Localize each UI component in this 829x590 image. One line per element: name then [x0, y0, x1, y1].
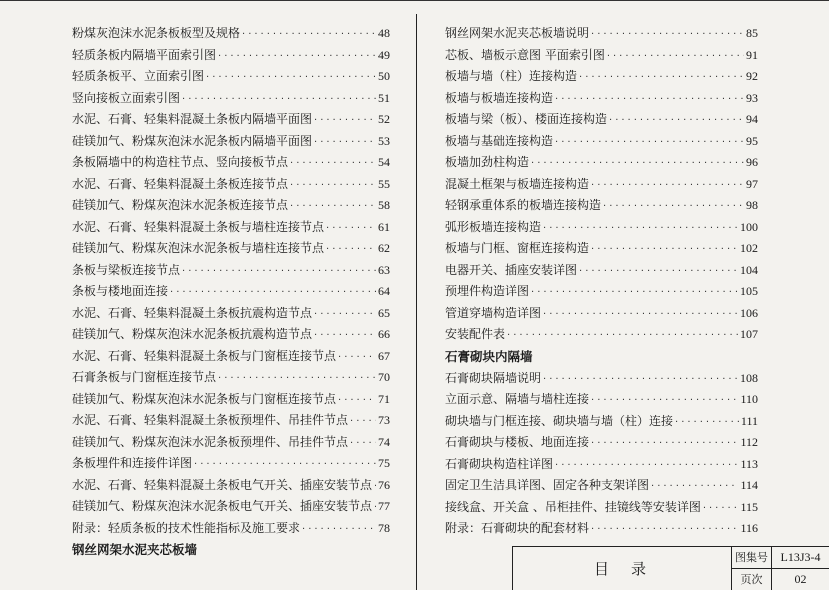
dot-leader [182, 261, 376, 283]
toc-entry-title: 混凝土框架与板墙连接构造 [445, 176, 590, 191]
dot-leader [507, 325, 738, 347]
toc-entry [445, 217, 758, 239]
toc-entry [445, 109, 758, 131]
toc-entry [445, 88, 758, 110]
toc-entry-title: 附录：石膏砌块的配套材料 [445, 521, 590, 535]
toc-entry-page: 75 [378, 456, 390, 470]
dot-leader [218, 368, 376, 390]
toc-entry-page: 49 [378, 47, 390, 62]
dot-leader [338, 390, 376, 412]
toc-entry-title: 硅镁加气、粉煤灰泡沫水泥条板电气开关、插座安装节点 [72, 499, 373, 513]
toc-entry [72, 346, 390, 368]
toc-entry [445, 324, 758, 346]
toc-entry [445, 454, 758, 476]
toc-entry-page: 71 [378, 391, 390, 406]
toc-entry-page: 111 [740, 413, 758, 428]
toc-entry-title: 水泥、石膏、轻集料混凝土条板内隔墙平面图 [72, 112, 313, 126]
toc-entry-page: 48 [378, 26, 390, 40]
toc-entry-title: 条板与梁板连接节点 [72, 262, 181, 277]
toc-entry [445, 260, 758, 282]
dot-leader [607, 46, 744, 68]
toc-entry-page: 54 [378, 155, 390, 169]
dot-leader [350, 411, 376, 433]
toc-entry-page: 114 [740, 478, 758, 492]
title-block [512, 546, 829, 590]
toc-entry [445, 475, 758, 497]
toc-entry-title: 预埋件构造详图 [445, 284, 530, 298]
toc-entry [445, 45, 758, 67]
toc-entry-title: 砌块墙与门框连接、砌块墙与墙（柱）连接 [445, 413, 674, 428]
toc-entry-page: 85 [746, 26, 758, 40]
toc-entry-page: 76 [378, 477, 390, 492]
toc-entry [72, 303, 390, 325]
toc-entry-list [445, 23, 758, 346]
dot-leader [170, 282, 376, 304]
toc-entry [72, 453, 390, 475]
dot-leader [206, 67, 376, 89]
dot-leader [182, 89, 376, 111]
toc-entry-title: 固定卫生洁具详图、固定各种支架详图 [445, 478, 650, 492]
toc-entry-page: 102 [740, 241, 758, 255]
dot-leader [314, 110, 376, 132]
toc-entry-title: 轻质条板内隔墙平面索引图 [72, 47, 217, 62]
toc-entry [72, 109, 390, 131]
dot-leader [579, 261, 738, 283]
toc-entry-title: 水泥、石膏、轻集料混凝土条板电气开关、插座安装节点 [72, 477, 373, 492]
toc-entry [445, 303, 758, 325]
toc-entry [72, 367, 390, 389]
toc-entry-page: 52 [378, 112, 390, 126]
toc-entry [445, 389, 758, 411]
toc-entry-title: 芯板、墙板示意图 平面索引图 [445, 47, 605, 62]
dot-leader [290, 153, 376, 175]
toc-entry-title: 水泥、石膏、轻集料混凝土条板与门窗框连接节点 [72, 348, 337, 363]
toc-entry [445, 238, 758, 260]
section-heading: 石膏砌块内隔墙 [445, 348, 533, 364]
toc-entry [445, 518, 758, 540]
toc-entry-page: 70 [378, 370, 390, 384]
toc-entry-title: 安装配件表 [445, 327, 506, 341]
toc-entry-page: 93 [746, 90, 758, 105]
dot-leader [290, 196, 376, 218]
toc-entry-title: 水泥、石膏、轻集料混凝土条板预埋件、吊挂件节点 [72, 413, 349, 427]
toc-entry-page: 92 [746, 69, 758, 83]
dot-leader [555, 132, 744, 154]
toc-entry-page: 108 [740, 370, 758, 385]
toc-entry-title: 立面示意、隔墙与墙柱连接 [445, 392, 590, 406]
dot-leader [326, 239, 376, 261]
toc-entry [72, 281, 390, 303]
toc-entry-page: 67 [378, 348, 390, 363]
toc-entry-title: 板墙与基础连接构造 [445, 133, 554, 148]
toc-entry [445, 411, 758, 433]
toc-entry [72, 496, 390, 518]
dot-leader [350, 433, 376, 455]
page-number-value: 02 [794, 571, 807, 586]
dot-leader [651, 476, 738, 498]
toc-entry-page: 65 [378, 305, 390, 320]
dot-leader [374, 476, 376, 498]
title-block-grid [732, 547, 829, 590]
toc-entry [72, 432, 390, 454]
dot-leader [290, 175, 376, 197]
toc-entry [445, 432, 758, 454]
toc-entry-title: 电器开关、插座安装详图 [445, 262, 578, 277]
dot-leader [194, 454, 376, 476]
toc-entry-title: 轻钢承重体系的板墙连接构造 [445, 198, 602, 212]
toc-entry-title: 硅镁加气、粉煤灰泡沫水泥条板预埋件、吊挂件节点 [72, 434, 349, 449]
toc-entry-title: 竖向接板立面索引图 [72, 90, 181, 105]
dot-leader [543, 369, 738, 391]
toc-entry-title: 弧形板墙连接构造 [445, 219, 542, 234]
toc-entry-title: 轻质条板平、立面索引图 [72, 69, 205, 83]
toc-entry-title: 硅镁加气、粉煤灰泡沫水泥条板抗震构造节点 [72, 327, 313, 341]
toc-entry-title: 条板与楼地面连接 [72, 284, 169, 298]
toc-entry [72, 324, 390, 346]
dot-leader [591, 390, 738, 412]
toc-entry-title: 板墙加劲柱构造 [445, 155, 530, 169]
toc-entry-page: 110 [740, 392, 758, 406]
toc-entry [72, 45, 390, 67]
dot-leader [703, 498, 739, 520]
toc-entry-title: 水泥、石膏、轻集料混凝土条板连接节点 [72, 176, 289, 191]
toc-entry-page: 50 [378, 69, 390, 83]
dot-leader [591, 519, 738, 541]
toc-entry [72, 88, 390, 110]
dot-leader [314, 325, 376, 347]
toc-entry-title: 硅镁加气、粉煤灰泡沫水泥条板内隔墙平面图 [72, 133, 313, 148]
toc-entry-page: 100 [740, 219, 758, 234]
toc-entry-title: 接线盒、开关盒 、吊柜挂件、挂镜线等安装详图 [445, 499, 701, 514]
dot-leader [338, 347, 376, 369]
toc-entry [72, 174, 390, 196]
toc-entry [445, 195, 758, 217]
dot-leader [314, 304, 376, 326]
toc-entry [72, 260, 390, 282]
toc-entry-title: 管道穿墙构造详图 [445, 305, 542, 320]
toc-entry [445, 131, 758, 153]
toc-entry-page: 55 [378, 176, 390, 191]
toc-entry-title: 水泥、石膏、轻集料混凝土条板与墙柱连接节点 [72, 219, 325, 234]
toc-entry-title: 石膏砌块构造柱详图 [445, 456, 554, 471]
toc-entry [445, 174, 758, 196]
toc-right-column [445, 23, 758, 540]
dot-leader [591, 24, 744, 46]
toc-entry-page: 106 [740, 305, 758, 320]
dot-leader [302, 519, 376, 541]
toc-entry-page: 94 [746, 112, 758, 126]
toc-entry-page: 63 [378, 262, 390, 277]
toc-entry-page: 64 [378, 284, 390, 298]
dot-leader [543, 304, 738, 326]
dot-leader [609, 110, 744, 132]
toc-entry-page: 95 [746, 133, 758, 148]
toc-entry [72, 66, 390, 88]
dot-leader [591, 433, 738, 455]
toc-entry-page: 61 [378, 219, 390, 234]
section-heading: 钢丝网架水泥夹芯板墙 [72, 542, 198, 557]
toc-entry [445, 368, 758, 390]
toc-entry [72, 410, 390, 432]
page-number-label: 页次 [732, 569, 772, 590]
toc-entry-page: 62 [378, 241, 390, 255]
toc-entry-title: 条板隔墙中的构造柱节点、竖向接板节点 [72, 155, 289, 169]
atlas-number-label: 图集号 [732, 547, 772, 569]
toc-entry-page: 74 [378, 434, 390, 449]
dot-leader [555, 89, 744, 111]
column-divider [416, 14, 417, 590]
toc-entry-page: 98 [746, 198, 758, 212]
toc-entry-title: 石膏砌块隔墙说明 [445, 370, 542, 385]
toc-entry [72, 389, 390, 411]
toc-entry-title: 条板埋件和连接件详图 [72, 456, 193, 470]
toc-entry [72, 131, 390, 153]
toc-entry-page: 105 [740, 284, 758, 298]
toc-entry-title: 硅镁加气、粉煤灰泡沫水泥条板与墙柱连接节点 [72, 241, 325, 255]
dot-leader [326, 218, 376, 240]
toc-entry [445, 497, 758, 519]
atlas-number-value: L13J3-4 [772, 547, 829, 569]
toc-entry-title: 硅镁加气、粉煤灰泡沫水泥条板连接节点 [72, 198, 289, 212]
toc-entry [445, 152, 758, 174]
toc-entry [445, 281, 758, 303]
toc-entry-page: 77 [378, 499, 390, 513]
dot-leader [555, 455, 738, 477]
toc-entry-title: 板墙与梁（板）、楼面连接构造 [445, 112, 608, 126]
toc-entry-page: 78 [378, 520, 390, 535]
toc-entry-page: 97 [746, 176, 758, 191]
toc-entry-page: 104 [740, 262, 758, 277]
toc-entry-page: 113 [740, 456, 758, 471]
toc-entry-page: 73 [378, 413, 390, 427]
toc-entry-title: 钢丝网架水泥夹芯板墙说明 [445, 26, 590, 40]
toc-entry [72, 195, 390, 217]
dot-leader [218, 46, 376, 68]
toc-entry-page: 115 [740, 499, 758, 514]
toc-entry [445, 23, 758, 45]
toc-entry [72, 518, 390, 540]
toc-entry-page: 66 [378, 327, 390, 341]
dot-leader [374, 497, 376, 519]
toc-entry-page: 112 [740, 435, 758, 449]
dot-leader [591, 239, 738, 261]
title-block-title: 目录 [513, 547, 732, 590]
toc-entry-page: 91 [746, 47, 758, 62]
toc-entry-title: 板墙与板墙连接构造 [445, 90, 554, 105]
toc-entry-title: 板墙与门框、窗框连接构造 [445, 241, 590, 255]
dot-leader [314, 132, 376, 154]
toc-entry [72, 475, 390, 497]
toc-entry-title: 硅镁加气、粉煤灰泡沫水泥条板与门窗框连接节点 [72, 391, 337, 406]
dot-leader [579, 67, 744, 89]
toc-entry-page: 107 [740, 327, 758, 341]
dot-leader [531, 282, 738, 304]
toc-entry-title: 粉煤灰泡沫水泥条板板型及规格 [72, 26, 241, 40]
toc-entry-title: 水泥、石膏、轻集料混凝土条板抗震构造节点 [72, 305, 313, 320]
toc-entry-title: 石膏条板与门窗框连接节点 [72, 370, 217, 384]
toc-entry [72, 217, 390, 239]
toc-entry-page: 51 [378, 90, 390, 105]
toc-entry-list [72, 23, 390, 539]
dot-leader [603, 196, 744, 218]
dot-leader [531, 153, 744, 175]
toc-entry-title: 附录：轻质条板的技术性能指标及施工要求 [72, 520, 301, 535]
dot-leader [242, 24, 376, 46]
toc-entry [445, 66, 758, 88]
toc-entry-title: 石膏砌块与楼板、地面连接 [445, 435, 590, 449]
dot-leader [543, 218, 738, 240]
toc-entry-page: 96 [746, 155, 758, 169]
toc-entry-title: 板墙与墙（柱）连接构造 [445, 69, 578, 83]
toc-entry-page: 58 [378, 198, 390, 212]
toc-left-column [72, 23, 390, 561]
toc-entry [72, 152, 390, 174]
toc-entry-page: 116 [740, 521, 758, 535]
toc-entry-list [445, 368, 758, 540]
dot-leader [675, 412, 739, 434]
toc-entry [72, 238, 390, 260]
toc-entry [72, 23, 390, 45]
dot-leader [591, 175, 744, 197]
toc-entry-page: 53 [378, 133, 390, 148]
